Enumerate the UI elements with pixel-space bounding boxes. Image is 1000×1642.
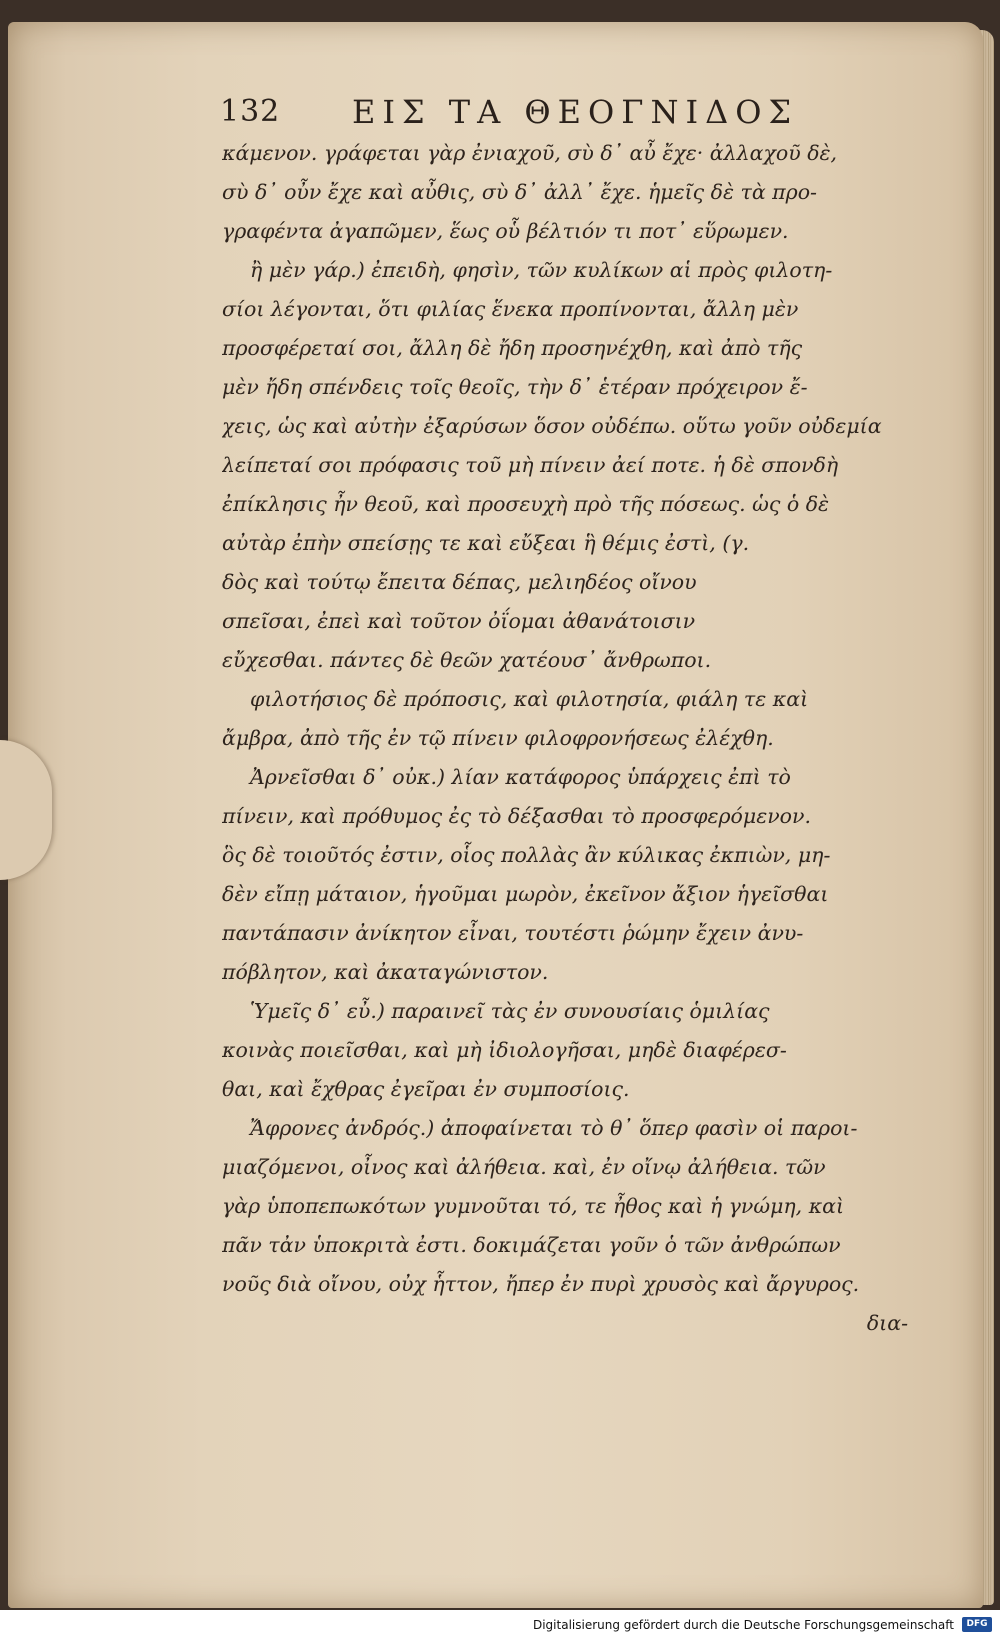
text-line: γραφέντα ἀγαπῶμεν, ἕως οὗ βέλτιόν τι ποτ᾽ εὕρωμεν.: [222, 219, 789, 243]
text-line: θαι, καὶ ἔχθρας ἐγεῖραι ἐν συμποσίοις.: [222, 1077, 630, 1101]
text-line: Ὑμεῖς δ᾽ εὖ.) παραινεῖ τὰς ἐν συνουσίαις ὁμιλίας: [250, 999, 770, 1023]
text-line: σίοι λέγονται, ὅτι φιλίας ἕνεκα προπίνονται, ἄλλη μὲν: [222, 297, 799, 321]
text-line: σὺ δ᾽ οὖν ἔχε καὶ αὖθις, σὺ δ᾽ ἀλλ᾽ ἔχε. ἡμεῖς δὲ τὰ προ-: [222, 180, 817, 204]
text-line: μιαζόμενοι, οἶνος καὶ ἀλήθεια. καὶ, ἐν οἴνῳ ἀλήθεια. τῶν: [222, 1155, 826, 1179]
text-line: δὲν εἴπῃ μάταιον, ἡγοῦμαι μωρὸν, ἐκεῖνον ἄξιον ἡγεῖσθαι: [222, 882, 829, 906]
page-header-title: ΕΙΣ ΤΑ ΘΕΟΓΝΙΔΟΣ: [352, 93, 799, 131]
text-line: κοινὰς ποιεῖσθαι, καὶ μὴ ἰδιολογῆσαι, μηδὲ διαφέρεσ-: [222, 1038, 787, 1062]
text-line: γὰρ ὑποπεπωκότων γυμνοῦται τό, τε ἦθος καὶ ἡ γνώμη, καὶ: [222, 1194, 845, 1218]
text-line: ἐπίκλησις ἦν θεοῦ, καὶ προσευχὴ πρὸ τῆς πόσεως. ὡς ὁ δὲ: [222, 492, 830, 516]
text-line: ἢ μὲν γάρ.) ἐπειδὴ, φησὶν, τῶν κυλίκων αἱ πρὸς φιλοτη-: [250, 258, 833, 282]
quotation-line: σπεῖσαι, ἐπεὶ καὶ τοῦτον ὀΐομαι ἀθανάτοισιν: [222, 609, 696, 633]
text-line: ἄμβρα, ἀπὸ τῆς ἐν τῷ πίνειν φιλοφρονήσεως ἐλέχθη.: [222, 726, 774, 750]
quotation-line: εὔχεσθαι. πάντες δὲ θεῶν χατέουσ᾽ ἄνθρωποι.: [222, 648, 712, 672]
text-line: προσφέρεταί σοι, ἄλλη δὲ ἤδη προσηνέχθη, καὶ ἀπὸ τῆς: [222, 336, 803, 360]
commentary-text: [222, 134, 912, 1343]
digitization-footer: [0, 1610, 1000, 1642]
text-line: πᾶν τἀν ὑποκριτὰ ἐστι. δοκιμάζεται γοῦν ὁ τῶν ἀνθρώπων: [222, 1233, 841, 1257]
text-line: φιλοτήσιος δὲ πρόποσις, καὶ φιλοτησία, φιάλη τε καὶ: [250, 687, 809, 711]
text-line: ὃς δὲ τοιοῦτός ἐστιν, οἷος πολλὰς ἂν κύλικας ἐκπιὼν, μη-: [222, 843, 831, 867]
text-line: παντάπασιν ἀνίκητον εἶναι, τουτέστι ῥώμην ἔχειν ἀνυ-: [222, 921, 804, 945]
page-number: 132: [220, 94, 281, 129]
text-line: Ἄφρονες ἀνδρός.) ἀποφαίνεται τὸ θ᾽ ὅπερ φασὶν οἱ παροι-: [250, 1116, 858, 1140]
funding-notice: Digitalisierung gefördert durch die Deutsche Forschungsgemeinschaft: [532, 1618, 954, 1632]
text-line: κάμενον. γράφεται γὰρ ἐνιαχοῦ, σὺ δ᾽ αὖ ἔχε· ἀλλαχοῦ δὲ,: [222, 141, 838, 165]
catchword: δια-: [866, 1311, 908, 1335]
quotation-line: δὸς καὶ τούτῳ ἔπειτα δέπας, μελιηδέος οἴνου: [222, 570, 697, 594]
text-line: Ἀρνεῖσθαι δ᾽ οὐκ.) λίαν κατάφορος ὑπάρχεις ἐπὶ τὸ: [250, 765, 791, 789]
running-head: [222, 92, 842, 132]
text-line: πίνειν, καὶ πρόθυμος ἐς τὸ δέξασθαι τὸ προσφερόμενον.: [222, 804, 812, 828]
text-line: πόβλητον, καὶ ἀκαταγώνιστον.: [222, 960, 549, 984]
dfg-logo: DFG: [962, 1617, 992, 1632]
text-line: λείπεταί σοι πρόφασις τοῦ μὴ πίνειν ἀεί ποτε. ἡ δὲ σπονδὴ: [222, 453, 839, 477]
text-line: νοῦς διὰ οἴνου, οὐχ ἧττον, ἤπερ ἐν πυρὶ χρυσὸς καὶ ἄργυρος.: [222, 1272, 860, 1296]
text-line: μὲν ἤδη σπένδεις τοῖς θεοῖς, τὴν δ᾽ ἑτέραν πρόχειρον ἔ-: [222, 375, 808, 399]
text-line: χεις, ὡς καὶ αὐτὴν ἐξαρύσων ὅσον οὐδέπω. οὕτω γοῦν οὐδεμία: [222, 414, 882, 438]
quotation-line: αὐτὰρ ἐπὴν σπείσῃς τε καὶ εὔξεαι ἣ θέμις ἐστὶ, (γ.: [222, 531, 750, 555]
